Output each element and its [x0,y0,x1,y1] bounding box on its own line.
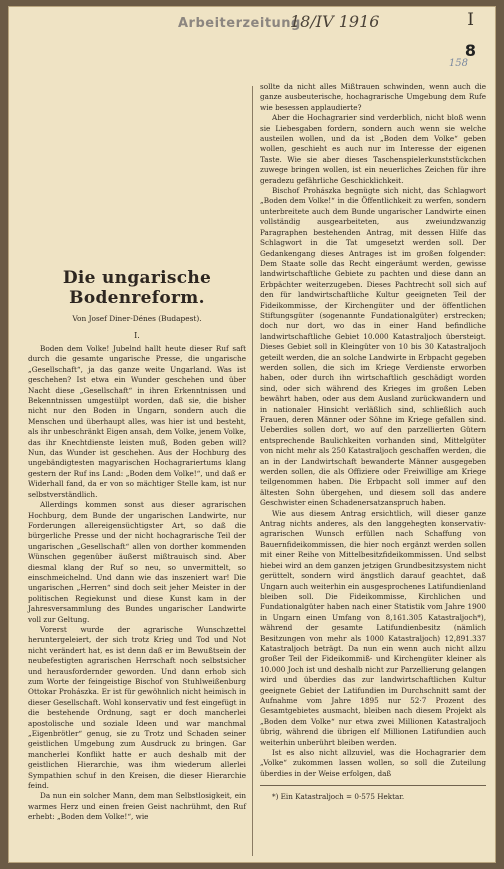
article-paragraph: Ist es also nicht allzuviel, was die Hochagrarier dem „Volke“ zukommen lassen wollen, so soll die Zuteilung überdies in der Weise erfolgen, daß [260,748,486,778]
article-paragraph: Da nun ein solcher Mann, dem man Selbstlosigkeit, ein warmes Herz und einen freien Geist nachrühmt, den Ruf erhebt: „Boden dem Volke!“, wie [28,791,246,822]
pencil-number: 158 [448,58,468,69]
right-column [260,82,486,801]
article-paragraph: Vorerst wurde der agrarische Wunschzettel heruntergeleiert, der sich trotz Krieg und Tod und Not nicht verändert hat, es ist denn daß er im Bewußtsein der neubefestigten agrarischen Herrschaft noch selbstsicher und herausfordernder geworden. Und dann erhob sich zum Worte der feingeistige Bischof von Stuhlweißenburg Ottokar Prohászka. Er ist für gewöhnlich nicht heimisch in dieser Gesellschaft. Wohl konservativ und fest eingefügt in die bestehende Ordnung, sagt er doch mancherlei apostolische und soziale Ideen und war manchmal „Eigenbrötler“ genug, sie zu Trotz und Schaden seiner geistlichen Umgebung zum Ausdruck zu bringen. Gar mancherlei Konflikt hatte er auch deshalb mit der geistlichen Hierarchie, was ihm wiederum allerlei Sympathien schuf in den Kreisen, die dieser Hierarchie feind. [28,624,246,791]
newspaper-clipping [8,6,496,863]
article-title: Die ungarische Bodenreform. [62,268,212,308]
left-column [28,268,246,823]
handwritten-date: 18/IV 1916 [290,12,380,31]
footnote: *) Ein Katastraljoch = 0·575 Hektar. [272,792,405,802]
article-byline: Von Josef Diner-Dénes (Budapest). [72,314,202,323]
section-label: I. [134,331,140,340]
article-paragraph: Bischof Prohászka begnügte sich nicht, das Schlagwort „Boden dem Volke!“ in die Öffentlichkeit zu werfen, sondern unterbreitete auch dem Bunde ungarischer Landwirte einen vollständig ausgearbeiteten, aus zweiundzwanzig Paragraphen bestehenden Antrag, mit dessen Hilfe das Schlagwort in die Tat umgesetzt werden soll. Der Gedankengang dieses Antrages ist im großen folgender: Dem Staate solle das Recht eingeräumt werden, gewisse landwirtschaftliche Gebiete zu pachten und diese dann an Erbpächter weiterzugeben. Dieses Pachtrecht soll sich auf den für landwirtschaftliche Kultur geeigneten Teil der Fideikommisse, der Kirchengüter und der öffentlichen Stiftungsgüter (sogenannte Fundationalgüter) erstrecken; doch nur dort, wo das in einer Hand befindliche landwirtschaftliche Gebiet 10.000 Katastraljoch übersteigt. Dieses Gebiet soll in Kleingüter von 10 bis 30 Katastraljoch geteilt werden, die an solche Landwirte in Erbpacht gegeben werden sollen, die sich im Kriege Verdienste erworben haben, oder durch ihn wirtschaftlich geschädigt worden sind, oder sich während des Krieges im großen Leben bewährt haben, oder aus dem Ausland zurückwandern und in nationaler Hinsicht verläßlich sind, schließlich auch Frauen, deren Männer oder Söhne im Kriege gefallen sind. Ueberdies sollen dort, wo auf den parzellierten Gütern entsprechende Baulichkeiten vorhanden sind, Mittelgüter von nicht mehr als 250 Katastraljoch geschaffen werden, die an in der Landwirtschaft bewanderte Männer ausgegeben werden sollen, die als Offiziere oder Freiwillige am Kriege teilgenommen haben. Die Erbpacht soll immer auf den ältesten Sohn übergehen, und diesem soll das andere Geschwister einen Schadenersatzanspruch haben. [260,186,486,508]
article-paragraph: Aber die Hochagrarier sind verderblich, nicht bloß wenn sie Liebesgaben fordern, sondern auch wenn sie welche austeilen wollen, und da ist „Boden dem Volke“ geben wollen, geschieht es auch nur im Interesse der eigenen Taste. Wie sie aber dieses Taschenspielerkunststückchen zuwege bringen wollen, ist ein neuerliches Zeichen für ihre geradezu gefährliche Geschicklichkeit. [260,113,486,185]
newspaper-name-stamp: Arbeiterzeitung [178,16,301,31]
page-number: 8 [464,41,476,60]
article-paragraph: Wie aus diesem Antrag ersichtlich, will dieser ganze Antrag nichts anderes, als den langgehegten konservativ-agrarischen Wunsch erfüllen nach Schaffung von Bauernfideikommissen, die hier noch ergänzt werden sollen mit einer Reihe von Mittelbesitzfideikommissen. Und selbst hiebei wird an dem ganzen jetzigen Grundbesitzsystem nicht gerüttelt, sondern wird ängstlich darauf geachtet, daß Ungarn auch weiterhin ein ausgesprochenes Latifundienland bleiben soll. Die Fideikommisse, Kirchlichen und Fundationalgüter haben nach einer Statistik vom Jahre 1900 in Ungarn einen Umfang von 8,161.305 Katastraljoch*), während der gesamte Latifundienbesitz (nämlich Besitzungen von mehr als 1000 Katastraljoch) 12,891.337 Katastraljoch beträgt. Da nun ein wenn auch nicht allzu großer Teil der Fideikommiß- und Kirchengüter kleiner als 10.000 Joch ist und deshalb nicht zur Parzellierung gelangen wird und überdies das zur landwirtschaftlichen Kultur geeignete Gebiet der Latifundien im Durchschnitt samt der Aufnahme vom Jahre 1895 nur 52·7 Prozent des Gesamtgebietes ausmacht, bleiben nach diesem Projekt als „Boden dem Volke“ nur etwa zwei Millionen Katastraljoch übrig, während die übrigen elf Millionen Latifundien auch weiterhin unberührt bleiben werden. [260,508,486,747]
article-paragraph: Boden dem Volke! Jubelnd hallt heute dieser Ruf saft durch die gesamte ungarische Presse, die ungarische „Gesellschaft“, ja das ganze weite Ungarland. Was ist geschehen? Ist etwa ein Wunder geschehen und über Nacht diese „Gesellschaft“ in ihren Erkenntnissen und Bekenntnissen umgestülpt worden, daß sie, die bisher nicht nur den Boden in Ungarn, sondern auch die Menschen und überhaupt alles, was hier ist und besteht, als ihr unbeschränkt Eigen ansah, dem Volke, jenem Volke, das ihr Knechtdienste leisten muß, Boden geben will? Nun, das Wunder ist geschehen. Aus der Hochburg des ungebändigtesten magyarischen Hochagrariertums klang gestern der Ruf ins Land: „Boden dem Volke!“, und daß er Widerhall fand, da er von so mächtiger Stelle kam, ist nur selbstverständlich. [28,344,246,499]
article-paragraph: Allerdings kommen sonst aus dieser agrarischen Hochburg, dem Bunde der ungarischen Landwirte, nur Forderungen allereigensüchtigster Art, so daß die bürgerliche Presse und der nicht hochagrarische Teil der ungarischen „Gesellschaft“ allen von dorther kommenden Wünschen gegenüber äußerst mißtrauisch sind. Aber diesmal klang der Ruf so neu, so unvermittelt, so einschmeichelnd. Und dann wie das inszeniert war! Die ungarischen „Herren“ sind doch seit jeher Meister in der politischen Regiekunst und diese Kunst kam in der Jahresversammlung des Bundes ungarischer Landwirte voll zur Geltung. [28,500,246,624]
column-divider [252,86,253,856]
article-paragraph: sollte da nicht alles Mißtrauen schwinden, wenn auch die ganze ausbeuterische, hochagrarische Umgebung dem Rufe wie besessen applaudierte? [260,82,486,112]
footnote-divider [260,785,486,786]
handwritten-roman-numeral: I [467,10,474,30]
